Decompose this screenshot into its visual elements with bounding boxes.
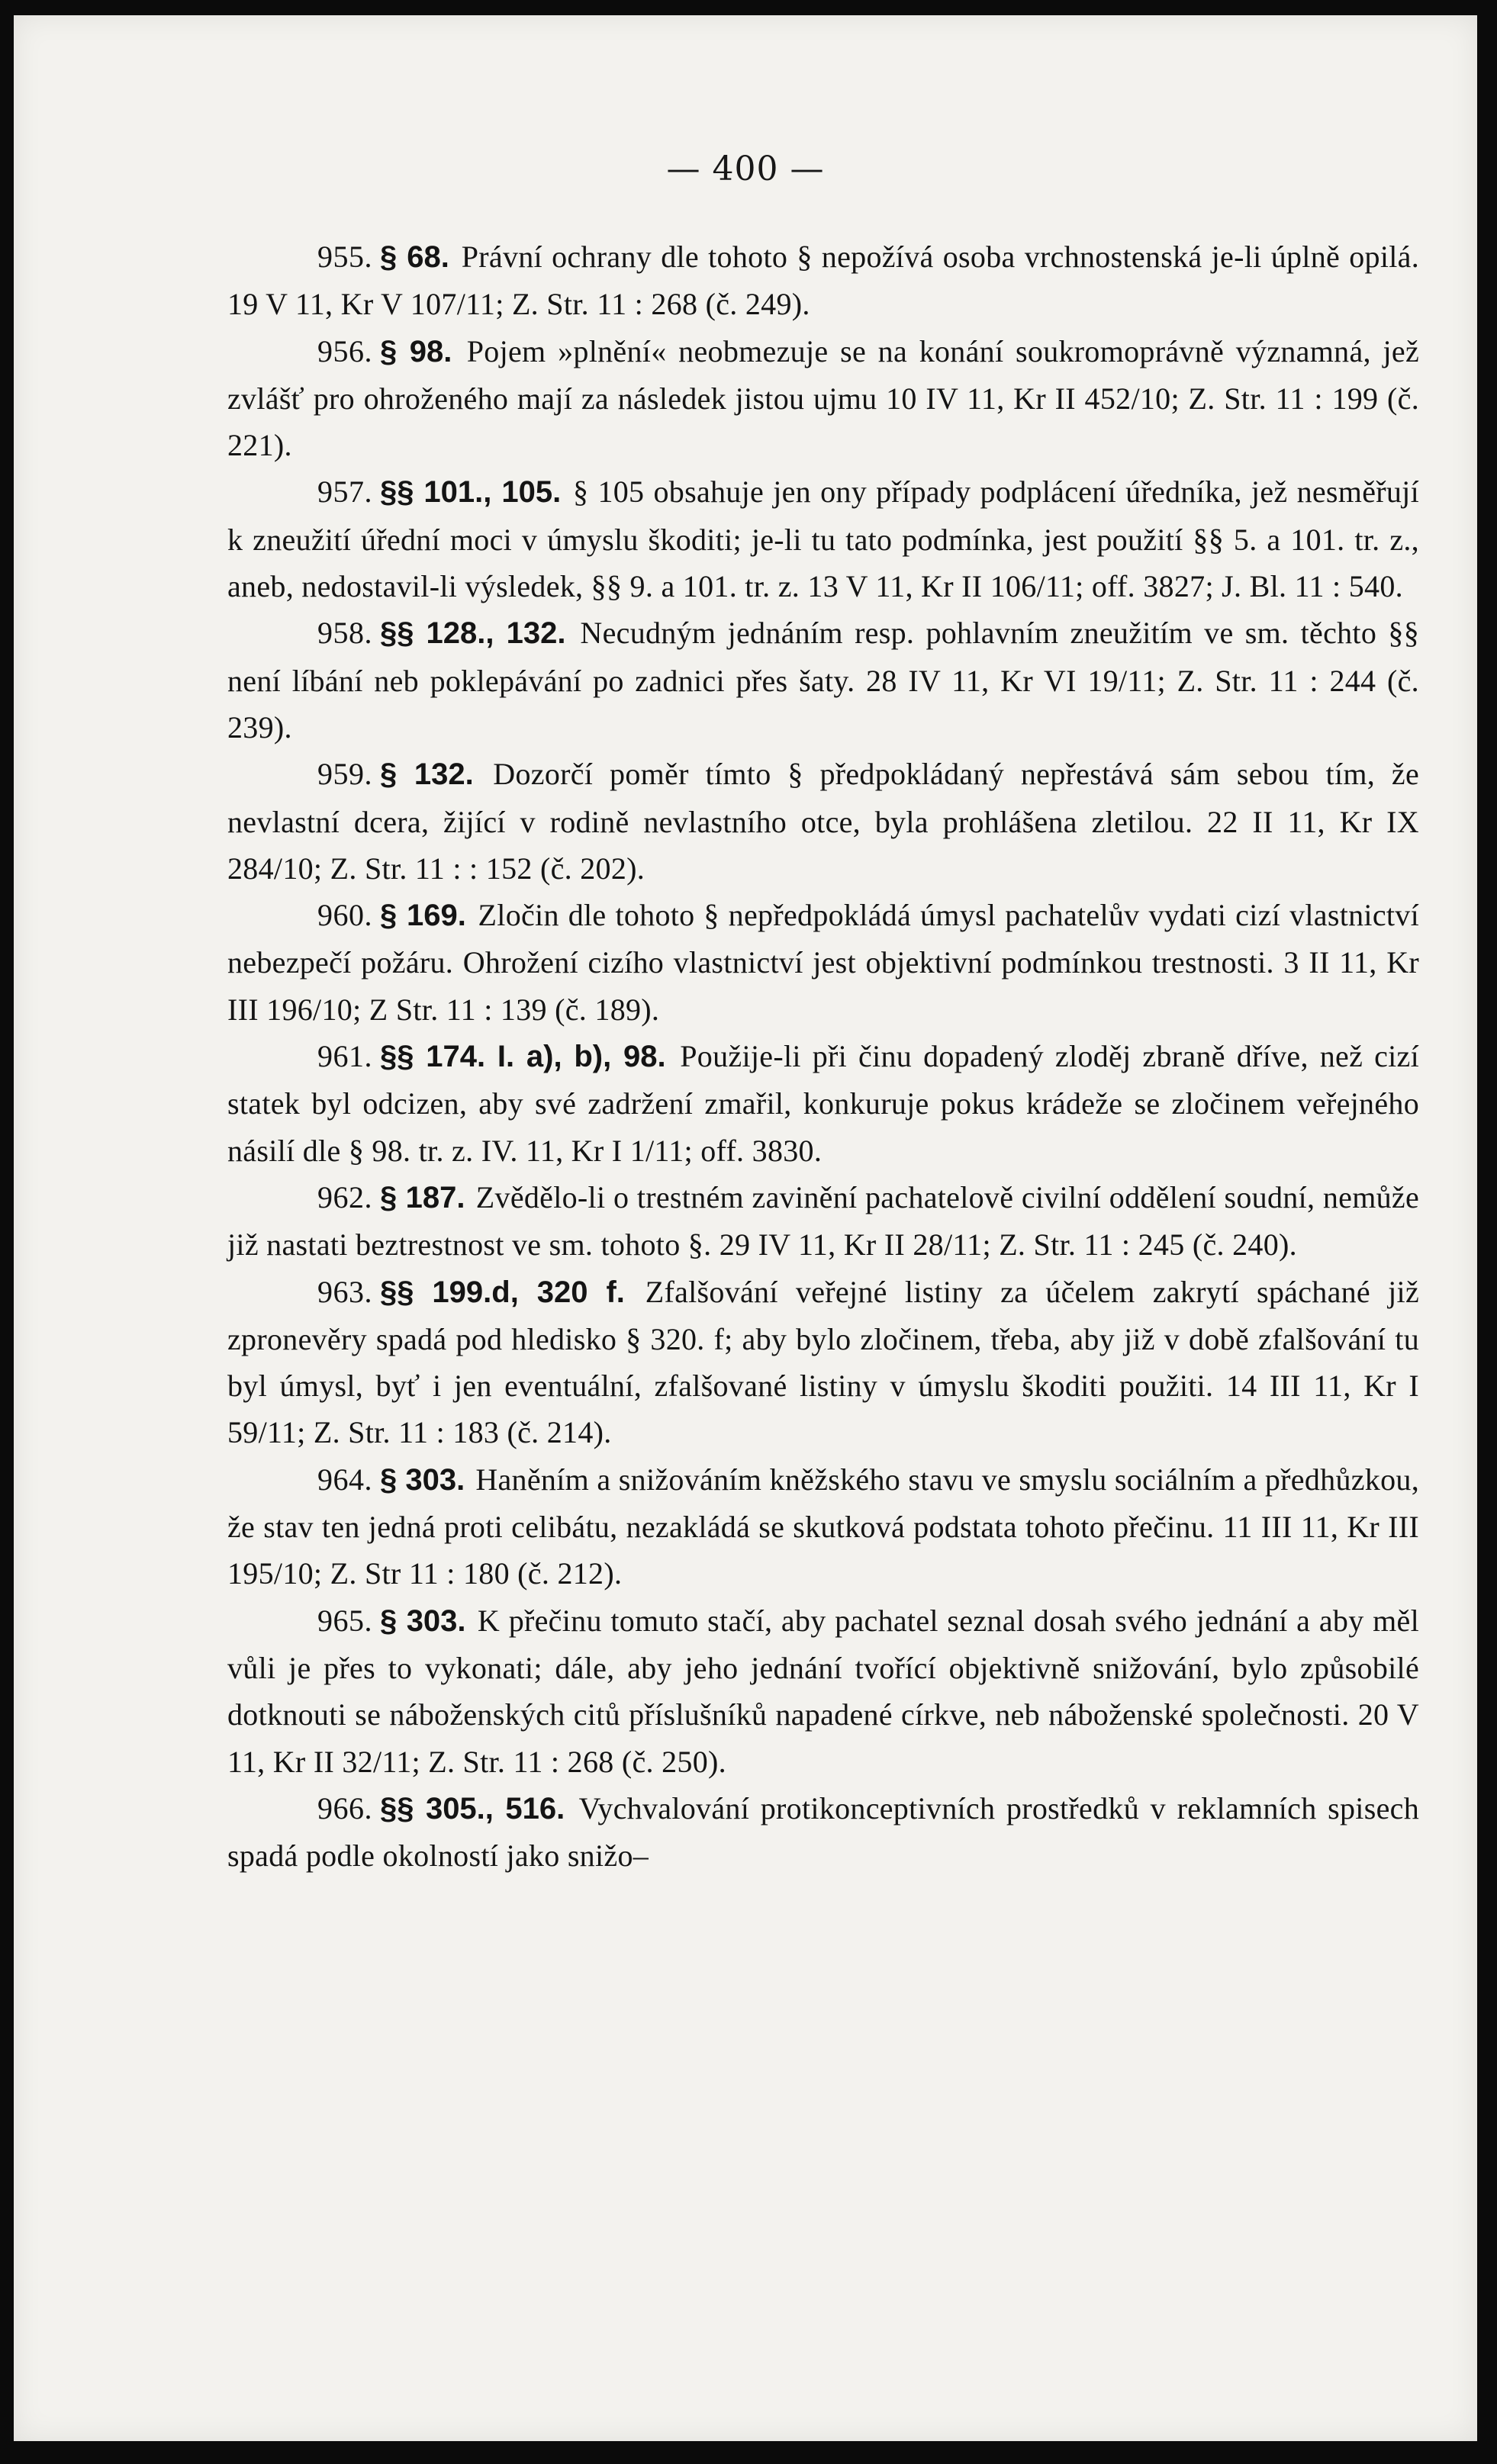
entry-paragraph-ref: § 132. — [380, 758, 474, 792]
entry-number: 964. — [317, 1462, 372, 1497]
entry-text: Zločin dle tohoto § nepředpokládá úmysl pachatelův vydati cizí vlastnictví nebezpečí požáru. Ohrožení cizího vlastnictví jest objektivní podmínkou trestnosti. 3 II 11, Kr III 196/10; Z Str. 11 : 139 (č. 189). — [227, 898, 1420, 1027]
entry-paragraph-ref: § 169. — [380, 899, 466, 933]
entry-text: Zfalšování veřejné listiny za účelem zakrytí spáchané již zpronevěry spadá pod hledisko § 320. f; aby bylo zločinem, třeba, aby již v době zfalšování tu byl úmysl, byť i jen eventuální, zfalšované listiny v úmyslu škoditi použiti. 14 III 11, Kr I 59/11; Z. Str. 11 : 183 (č. 214). — [227, 1274, 1419, 1450]
entry-965 — [227, 1597, 1419, 1785]
entry-number: 963. — [317, 1274, 372, 1309]
entry-paragraph-ref: § 98. — [380, 334, 452, 368]
entry-number: 961. — [317, 1039, 372, 1074]
entry-text: Haněním a snižováním kněžského stavu ve smyslu sociálním a předhůzkou, že stav ten jedná proti celibátu, nezakládá se skutková podstata tohoto přečinu. 11 III 11, Kr III 195/10; Z. Str 11 : 180 (č. 212). — [227, 1462, 1419, 1591]
entry-964 — [227, 1456, 1419, 1597]
entry-961 — [227, 1033, 1419, 1174]
entry-number: 966. — [317, 1790, 372, 1825]
entry-number: 958. — [317, 616, 372, 651]
entry-paragraph-ref: § 303. — [380, 1462, 465, 1497]
entry-957 — [227, 468, 1419, 610]
entry-number: 960. — [317, 898, 372, 933]
entry-paragraph-ref: §§ 174. I. a), b), 98. — [380, 1040, 666, 1074]
entry-text: Vychvalování protikonceptivních prostředků v reklamních spisech spadá podle okolností jako snižo– — [227, 1790, 1419, 1874]
entry-paragraph-ref: § 68. — [380, 240, 449, 274]
book-page — [14, 15, 1477, 2441]
entry-number: 957. — [317, 474, 372, 510]
entry-956 — [227, 328, 1419, 469]
entry-paragraph-ref: §§ 199.d, 320 f. — [380, 1275, 625, 1309]
entries-list — [227, 233, 1419, 1879]
entry-text: Použije-li při činu dopadený zloděj zbraně dříve, než cizí statek byl odcizen, aby své zadržení zmařil, konkuruje pokus krádeže se zločinem veřejného násilí dle § 98. tr. z. IV. 11, Kr I 1/11; off. 3830. — [227, 1039, 1420, 1168]
entry-955 — [227, 233, 1419, 328]
entry-text: Necudným jednáním resp. pohlavním zneužitím ve sm. těchto §§ není líbání neb poklepávání po zadnici přes šaty. 28 IV 11, Kr VI 19/11; Z. Str. 11 : 244 (č. 239). — [227, 616, 1419, 745]
entry-text: Právní ochrany dle tohoto § nepožívá osoba vrchnostenská je-li úplně opilá. 19 V 11, Kr V 107/11; Z. Str. 11 : 268 (č. 249). — [227, 240, 1420, 322]
entry-958 — [227, 610, 1419, 751]
entry-962 — [227, 1174, 1419, 1269]
entry-paragraph-ref: § 187. — [380, 1180, 465, 1214]
entry-number: 955. — [317, 240, 372, 274]
entry-paragraph-ref: § 303. — [380, 1604, 466, 1638]
entry-959 — [227, 751, 1419, 892]
entry-text: Zvědělo-li o trestném zavinění pachatelově civilní oddělení soudní, nemůže již nastati beztrestnost ve sm. tohoto §. 29 IV 11, Kr II 28/11; Z. Str. 11 : 245 (č. 240). — [227, 1179, 1420, 1263]
entry-paragraph-ref: §§ 128., 132. — [380, 616, 566, 651]
entry-paragraph-ref: §§ 101., 105. — [380, 475, 562, 510]
entry-paragraph-ref: §§ 305., 516. — [380, 1791, 565, 1825]
entry-960 — [227, 892, 1419, 1033]
entry-text: Pojem »plnění« neobmezuje se na konání soukromoprávně významná, jež zvlášť pro ohroženého mají za následek jistou ujmu 10 IV 11, Kr II 452/10; Z. Str. 11 : 199 (č. 221). — [227, 333, 1419, 463]
entry-number: 956. — [317, 333, 372, 368]
entry-number: 959. — [317, 757, 372, 792]
page-number: — 400 — — [666, 150, 825, 188]
entry-number: 965. — [317, 1603, 372, 1638]
entry-966 — [227, 1785, 1419, 1880]
entry-text: § 105 obsahuje jen ony případy podplácení úředníka, jež nesměřují k zneužití úřední moci v úmyslu škoditi; je-li tu tato podmínka, jest použití §§ 5. a 101. tr. z., aneb, nedostavil-li výsledek, §§ 9. a 101. tr. z. 13 V 11, Kr II 106/11; off. 3827; J. Bl. 11 : 540. — [227, 474, 1419, 604]
entry-text: K přečinu tomuto stačí, aby pachatel seznal dosah svého jednání a aby měl vůli je přes to vykonati; dále, aby jeho jednání tvořící objektivně snižování, bylo způsobilé dotknouti se náboženských citů příslušníků napadené církve, neb náboženské společnosti. 20 V 11, Kr II 32/11; Z. Str. 11 : 268 (č. 250). — [227, 1603, 1420, 1779]
entry-963 — [227, 1269, 1419, 1456]
entry-number: 962. — [317, 1179, 372, 1214]
entry-text: Dozorčí poměr tímto § předpokládaný nepřestává sám sebou tím, že nevlastní dcera, žijící v rodině nevlastního otce, byla prohlášena zletilou. 22 II 11, Kr IX 284/10; Z. Str. 11 : : 152 (č. 202). — [227, 757, 1420, 886]
